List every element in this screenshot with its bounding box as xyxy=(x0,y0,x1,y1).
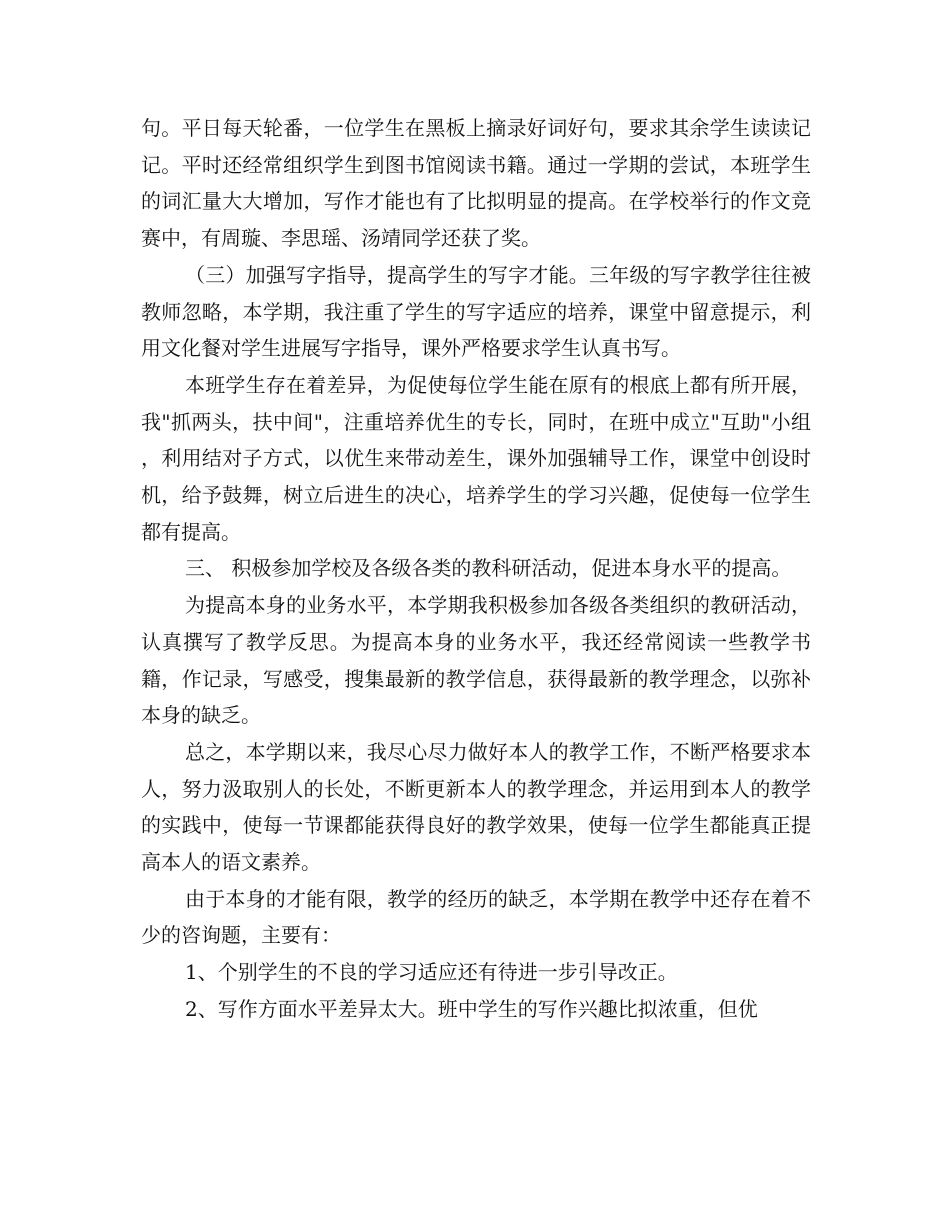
paragraph-writing-guidance: （三）加强写字指导，提高学生的写字才能。三年级的写字教学往往被教师忽略，本学期，我注重了学生的写字适应的培养，课堂中留意提示，利用文化餐对学生进展写字指导，课外严格要求学生认真书写。 xyxy=(141,262,811,361)
paragraph-problems-intro: 由于本身的才能有限，教学的经历的缺乏，本学期在教学中还存在着不少的咨询题，主要有： xyxy=(141,886,811,948)
list-item-problem-2: 2、写作方面水平差异太大。班中学生的写作兴趣比拟浓重，但优 xyxy=(185,996,758,1021)
paragraph-professional-development: 为提高本身的业务水平，本学期我积极参加各级各类组织的教研活动，认真撰写了教学反思。为提高本身的业务水平，我还经常阅读一些教学书籍，作记录，写感受，搜集最新的教学信息，获得最新的教学理念，以弥补本身的缺乏。 xyxy=(141,593,811,728)
section-heading-research: 三、 积极参加学校及各级各类的教科研活动，促进本身水平的提高。 xyxy=(185,556,792,581)
document-body xyxy=(141,110,811,1028)
paragraph-continuation: 句。平日每天轮番，一位学生在黑板上摘录好词好句，要求其余学生读读记记。平时还经常组织学生到图书馆阅读书籍。通过一学期的尝试，本班学生的词汇量大大增加，写作才能也有了比拟明显的提高。在学校举行的作文竞赛中，有周璇、李思瑶、汤靖同学还获了奖。 xyxy=(141,116,811,251)
list-item-problem-1: 1、个别学生的不良的学习适应还有待进一步引导改正。 xyxy=(185,960,678,985)
paragraph-summary: 总之，本学期以来，我尽心尽力做好本人的教学工作，不断严格要求本人，努力汲取别人的长处，不断更新本人的教学理念，并运用到本人的教学的实践中，使每一节课都能获得良好的教学效果，使每一位学生都能真正提高本人的语文素养。 xyxy=(141,739,811,875)
paragraph-student-differences: 本班学生存在着差异，为促使每位学生能在原有的根底上都有所开展，我"抓两头，扶中间"，注重培养优生的专长，同时，在班中成立"互助"小组 ，利用结对子方式，以优生来带动差生，课外加强辅导工作，课堂中创设时机，给予鼓舞，树立后进生的决心，培养学生的学习兴趣，促使每一位学生都有提高。 xyxy=(141,372,811,544)
